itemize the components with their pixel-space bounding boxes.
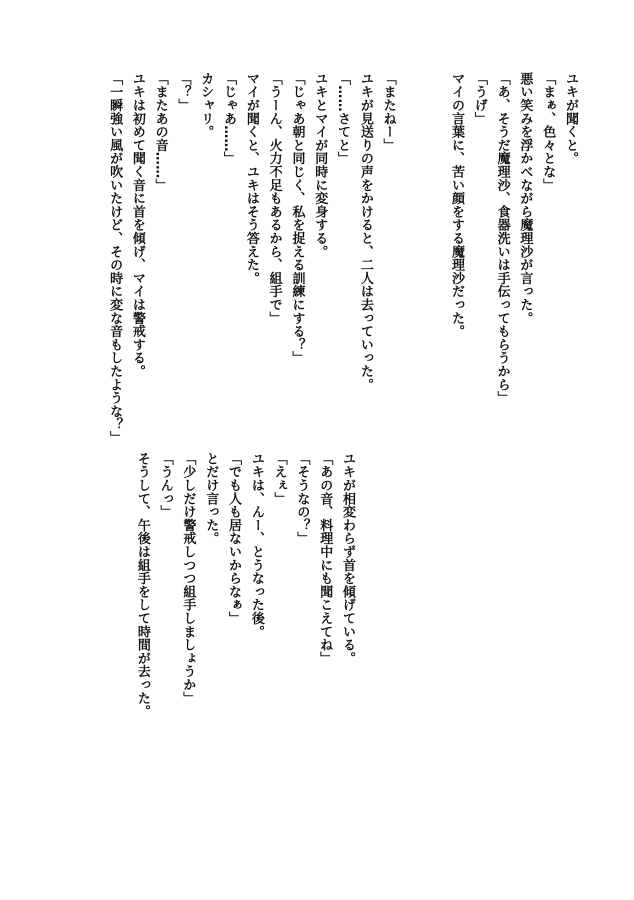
- text-line: 「？」: [175, 72, 191, 112]
- text-line: 「うげ」: [471, 72, 487, 126]
- text-line: 「そうなの？」: [294, 452, 310, 546]
- text-line: 「あ、そうだ魔理沙、食器洗いは手伝ってもらうから」: [494, 72, 510, 405]
- text-line: 「またねー」: [380, 72, 396, 152]
- text-line: 「うんっ」: [157, 452, 173, 519]
- text-line: 「じゃあ朝と同じく、私を捉える訓練にする？」: [289, 72, 305, 365]
- text-line: 「じゃあ……」: [221, 72, 237, 166]
- text-line: 「またあの音……」: [152, 72, 168, 192]
- text-line: 悪い笑みを浮かべながら魔理沙が言った。: [517, 72, 533, 325]
- text-line: カシャリ。: [198, 72, 214, 139]
- text-line: 「一瞬強い風が吹いたけど、その時に変な音もしたような？」: [107, 72, 123, 445]
- text-line: 「えぇ」: [271, 452, 287, 506]
- text-line: 「うーん、火力不足もあるから、組手で」: [266, 72, 282, 325]
- text-line: ユキが相変わらず首を傾げている。: [340, 452, 355, 665]
- top-text-block: [102, 72, 581, 445]
- bottom-text-block: [130, 452, 358, 752]
- text-line: 「あの音、料理中にも聞こえてね」: [317, 452, 333, 665]
- text-line: ユキとマイが同時に変身する。: [312, 72, 328, 259]
- text-line: 「……さてと」: [335, 72, 351, 166]
- text-line: ユキは初めて聞く音に首を傾げ、マイは警戒する。: [129, 72, 145, 378]
- text-line: とだけ言った。: [203, 452, 219, 546]
- text-line: 「まぁ、色々とな」: [540, 72, 556, 192]
- text-line: ユキが見送りの声をかけると、二人は去っていった。: [357, 72, 373, 392]
- text-line: マイが聞くと、ユキはそう答えた。: [243, 72, 259, 285]
- blank-line: [399, 72, 422, 422]
- text-line: 「少しだけ警戒しつつ組手しましょうか」: [180, 452, 196, 705]
- blank-line: [421, 72, 444, 422]
- text-line: 「でも人も居ないからなぁ」: [226, 452, 242, 625]
- text-line: マイの言葉に、苦い顔をする魔理沙だった。: [449, 72, 465, 338]
- text-line: ユキが聞くと。: [563, 72, 578, 166]
- text-line: そうして、午後は組手をして時間が去った。: [134, 452, 150, 718]
- text-line: ユキは、んー、とうなった後。: [248, 452, 264, 639]
